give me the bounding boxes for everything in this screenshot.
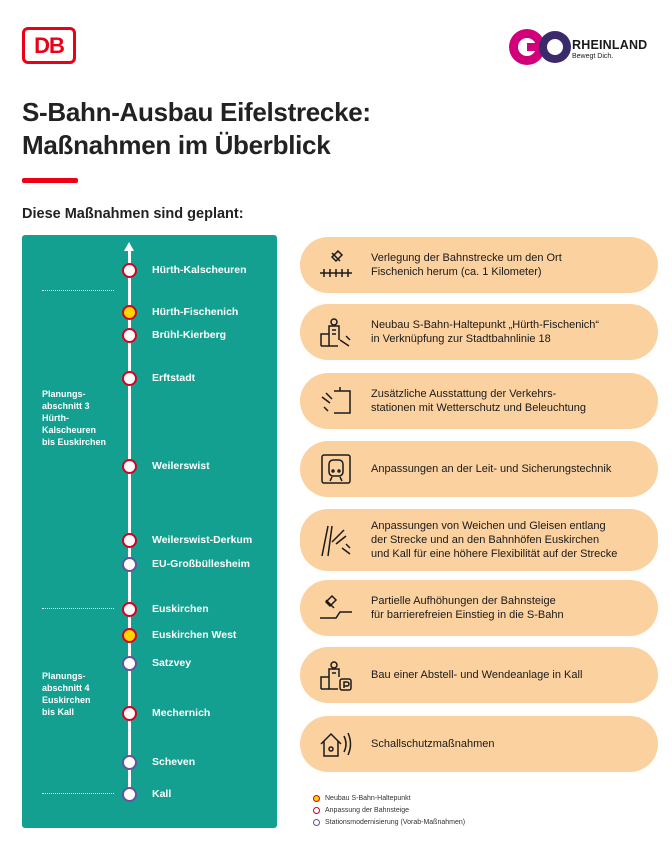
legend-label: Neubau S-Bahn-Haltepunkt: [325, 795, 411, 802]
measure-text: Schallschutzmaßnahmen: [371, 738, 495, 750]
measure-card: [300, 373, 658, 429]
measure-text: Anpassungen von Weichen und Gleisen entlang der Strecke und an den Bahnhöfen Euskirchen und Kall für eine höhere Flexibilität auf der Strecke: [371, 520, 618, 560]
measure-text: Neubau S-Bahn-Haltepunkt „Hürth-Fischenich“ in Verknüpfung zur Stadtbahnlinie 18: [371, 319, 600, 345]
legend-dot: [313, 807, 320, 814]
title-line-1: S-Bahn-Ausbau Eifelstrecke:: [22, 97, 371, 127]
page-title: [22, 96, 371, 162]
go-slogan: Bewegt Dich.: [572, 53, 614, 60]
station-stop: [122, 755, 137, 770]
track-switch-icon: [318, 522, 354, 558]
measure-card: [300, 580, 658, 636]
depot-icon: [318, 657, 354, 693]
platform-raise-icon: [318, 590, 354, 626]
section-label-4: Planungs- abschnitt 4 Euskirchen bis Kall: [42, 671, 91, 717]
noise-protection-icon: [318, 726, 354, 762]
legend-label: Stationsmodernisierung (Vorab-Maßnahmen): [325, 819, 466, 826]
measure-text: Partielle Aufhöhungen der Bahnsteige für barrierefreien Einstieg in die S-Bahn: [371, 595, 564, 621]
station-stop: [122, 787, 137, 802]
station-label: Erftstadt: [152, 372, 196, 384]
station-label: Weilerswist: [152, 460, 210, 472]
go-brand-name: RHEINLAND: [572, 38, 648, 52]
station-label: Brühl-Kierberg: [152, 329, 227, 341]
measure-card: [300, 441, 658, 497]
signal-control-icon: [318, 451, 354, 487]
measure-text: Verlegung der Bahnstrecke um den Ort Fischenich herum (ca. 1 Kilometer): [371, 252, 562, 278]
track-relocation-icon: [318, 247, 354, 283]
station-label: Satzvey: [152, 657, 192, 669]
route-arrow-up-icon: [124, 242, 134, 251]
platform-shelter-icon: [318, 383, 354, 419]
section-divider: [42, 793, 114, 794]
legend-item: [313, 795, 411, 802]
station-label: Mechernich: [152, 707, 211, 719]
db-logo: [22, 27, 76, 64]
new-station-icon: [318, 314, 354, 350]
station-stop: [122, 263, 137, 278]
legend-dot: [313, 819, 320, 826]
station-label: EU-Großbüllesheim: [152, 558, 251, 570]
station-label: Weilerswist-Derkum: [152, 534, 253, 546]
station-label: Hürth-Kalscheuren: [152, 264, 247, 276]
measure-text: Anpassungen an der Leit- und Sicherungstechnik: [371, 463, 612, 475]
title-underline: [22, 178, 78, 183]
station-stop: [122, 706, 137, 721]
station-label: Scheven: [152, 756, 196, 768]
measure-card: [300, 647, 658, 703]
measure-card: [300, 509, 658, 571]
station-label: Hürth-Fischenich: [152, 306, 239, 318]
measure-card: [300, 237, 658, 293]
section-label-3: Planungs- abschnitt 3 Hürth- Kalscheuren bis Euskirchen: [42, 389, 107, 447]
measure-text: Zusätzliche Ausstattung der Verkehrs- stationen mit Wetterschutz und Beleuchtung: [371, 388, 587, 414]
station-label: Euskirchen: [152, 603, 209, 615]
measure-card: [300, 304, 658, 360]
legend-label: Anpassung der Bahnsteige: [325, 807, 410, 814]
station-stop: [122, 371, 137, 386]
station-stop: [122, 305, 137, 320]
section-divider: [42, 608, 114, 609]
title-line-2: Maßnahmen im Überblick: [22, 130, 331, 160]
legend-item: [313, 819, 465, 826]
section-divider: [42, 290, 114, 291]
station-stop: [122, 628, 137, 643]
route-panel: [22, 235, 277, 828]
station-label: Kall: [152, 788, 172, 800]
station-stop: [122, 328, 137, 343]
db-logo-text: DB: [34, 32, 64, 58]
station-stop: [122, 557, 137, 572]
measure-card: [300, 716, 658, 772]
legend-dot: [313, 795, 320, 802]
section-subtitle: Diese Maßnahmen sind geplant:: [22, 206, 244, 222]
station-stop: [122, 656, 137, 671]
station-stop: [122, 533, 137, 548]
legend-item: [313, 807, 409, 814]
measure-text: Bau einer Abstell- und Wendeanlage in Kall: [371, 669, 583, 681]
station-stop: [122, 459, 137, 474]
station-stop: [122, 602, 137, 617]
station-label: Euskirchen West: [152, 629, 237, 641]
